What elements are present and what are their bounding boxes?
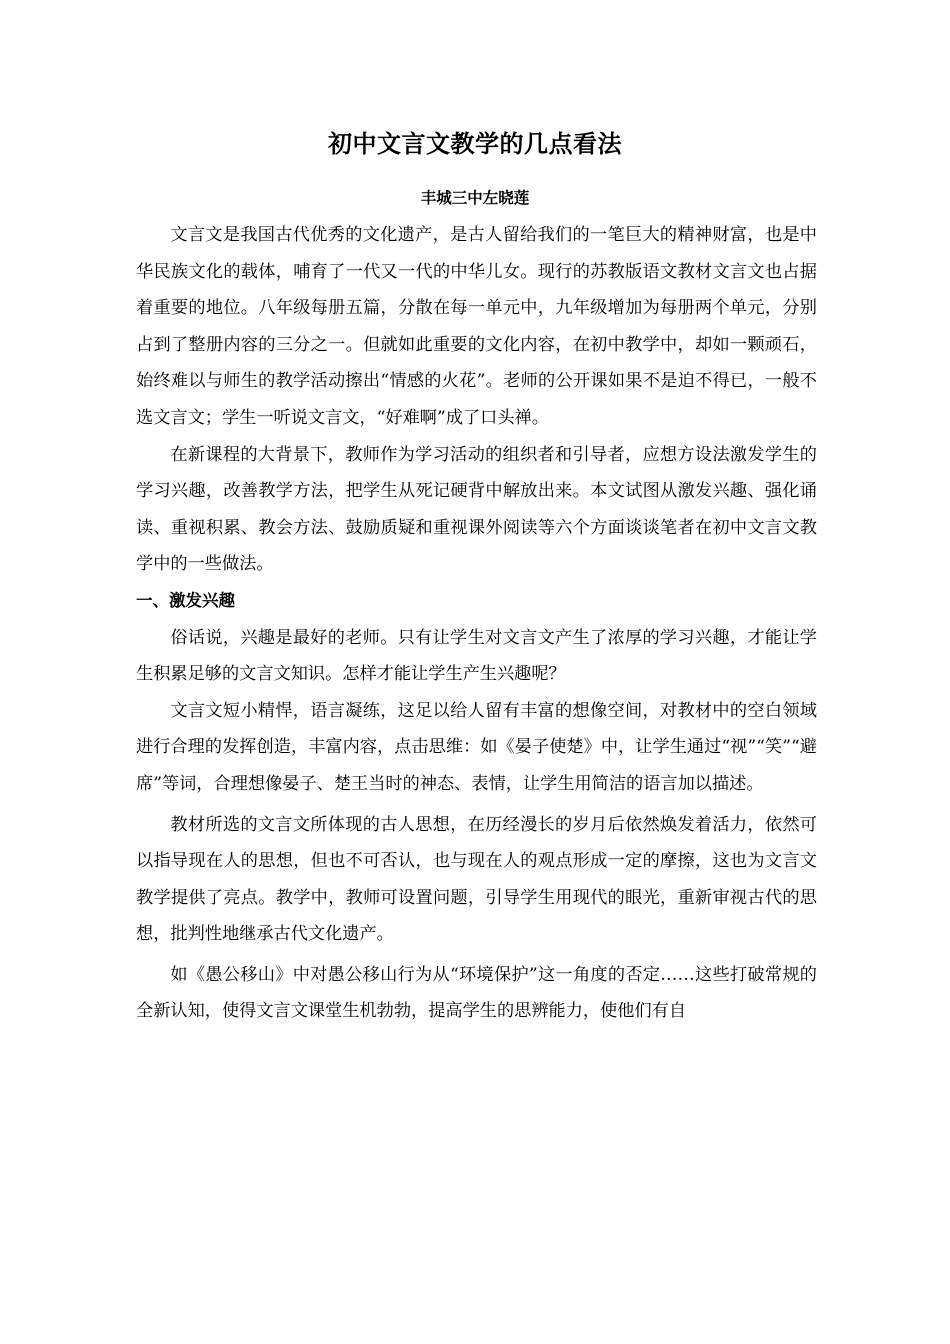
- document-body: [136, 217, 817, 1030]
- paragraph: 文言文短小精悍，语言凝练，这足以给人留有丰富的想像空间，对教材中的空白领域进行合理的发挥创造，丰富内容，点击思维：如《晏子使楚》中，让学生通过“视”“笑”“避席”等词，合理想像晏子、楚王当时的神态、表情，让学生用简洁的语言加以描述。: [136, 700, 817, 794]
- paragraph: 俗话说，兴趣是最好的老师。只有让学生对文言文产生了浓厚的学习兴趣，才能让学生积累足够的文言文知识。怎样才能让学生产生兴趣呢？: [136, 627, 817, 685]
- paragraph: 如《愚公移山》中对愚公移山行为从“环境保护”这一角度的否定……这些打破常规的全新认知，使得文言文课堂生机勃勃，提高学生的思辨能力，使他们有自: [136, 964, 817, 1022]
- author-line: 丰城三中左晓莲: [420, 189, 530, 207]
- section-heading: 一、激发兴趣: [136, 590, 235, 610]
- document-title: 初中文言文教学的几点看法: [328, 130, 622, 158]
- paragraph: 文言文是我国古代优秀的文化遗产，是古人留给我们的一笔巨大的精神财富，也是中华民族文化的载体，哺育了一代又一代的中华儿女。现行的苏教版语文教材文言文也占据着重要的地位。八年级每册五篇，分散在每一单元中，九年级增加为每册两个单元，分别占到了整册内容的三分之一。但就如此重要的文化内容，在初中教学中，却如一颗顽石，始终难以与师生的教学活动擦出“情感的火花”。老师的公开课如果不是迫不得已，一般不选文言文；学生一听说文言文，“好难啊”成了口头禅。: [136, 225, 817, 428]
- paragraph: 教材所选的文言文所体现的古人思想，在历经漫长的岁月后依然焕发着活力，依然可以指导现在人的思想，但也不可否认，也与现在人的观点形成一定的摩擦，这也为文言文教学提供了亮点。教学中，教师可设置问题，引导学生用现代的眼光，重新审视古代的思想，批判性地继承古代文化遗产。: [136, 814, 817, 945]
- paragraph: 在新课程的大背景下，教师作为学习活动的组织者和引导者，应想方设法激发学生的学习兴趣，改善教学方法，把学生从死记硬背中解放出来。本文试图从激发兴趣、强化诵读、重视积累、教会方法、鼓励质疑和重视课外阅读等六个方面谈谈笔者在初中文言文教学中的一些做法。: [136, 444, 817, 575]
